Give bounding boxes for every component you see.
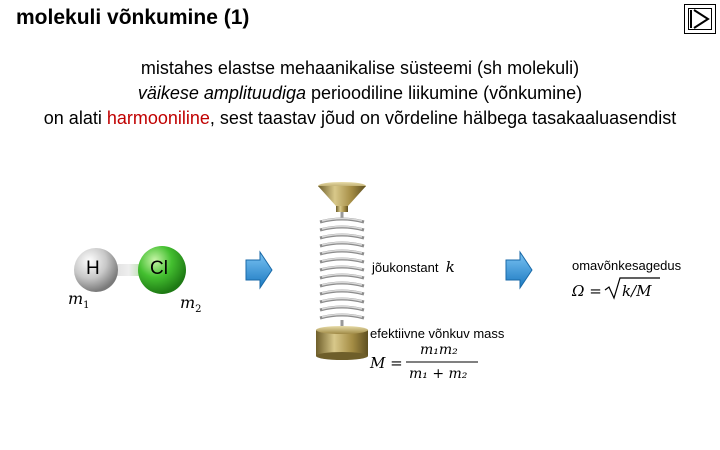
para-text-3: perioodiline liikumine (võnkumine) — [311, 83, 583, 103]
para-text-italic: väikese amplituudiga — [137, 83, 306, 103]
effective-mass-denominator: m₁ + m₂ — [409, 366, 468, 382]
frequency-lhs: Ω = — [572, 282, 602, 300]
para-text-1: mistahes elastse mehaanikalise süsteemi (sh molekuli) — [140, 58, 580, 78]
arrow-right-icon — [246, 252, 272, 288]
para-text-red: harmooniline — [106, 108, 210, 128]
spring-constant-label: jõukonstant k — [372, 258, 455, 276]
cl-atom-label: Cl — [150, 258, 168, 279]
effective-mass-label: efektiivne võnkuv mass — [370, 326, 505, 341]
mass1-label: $m_1$ — [68, 289, 90, 312]
arrow-right-icon — [506, 252, 532, 288]
effective-mass-lhs: M = — [370, 354, 403, 372]
slide-title: molekuli võnkumine (1) — [16, 6, 250, 29]
spring-mount — [318, 182, 366, 212]
para-text-6: , sest taastav jõud on võrdeline hälbega tasakaaluasendist — [209, 108, 677, 128]
frequency-label: omavõnkesagedus — [572, 258, 682, 273]
mass2-label: $m_2$ — [180, 293, 202, 316]
effective-mass-numerator: m₁m₂ — [420, 342, 458, 358]
mass-cylinder — [316, 326, 368, 360]
frequency-rhs: k/M — [622, 282, 652, 300]
para-text-4: on alati — [43, 108, 102, 128]
h-atom-label: H — [86, 258, 100, 279]
spring — [320, 212, 364, 330]
